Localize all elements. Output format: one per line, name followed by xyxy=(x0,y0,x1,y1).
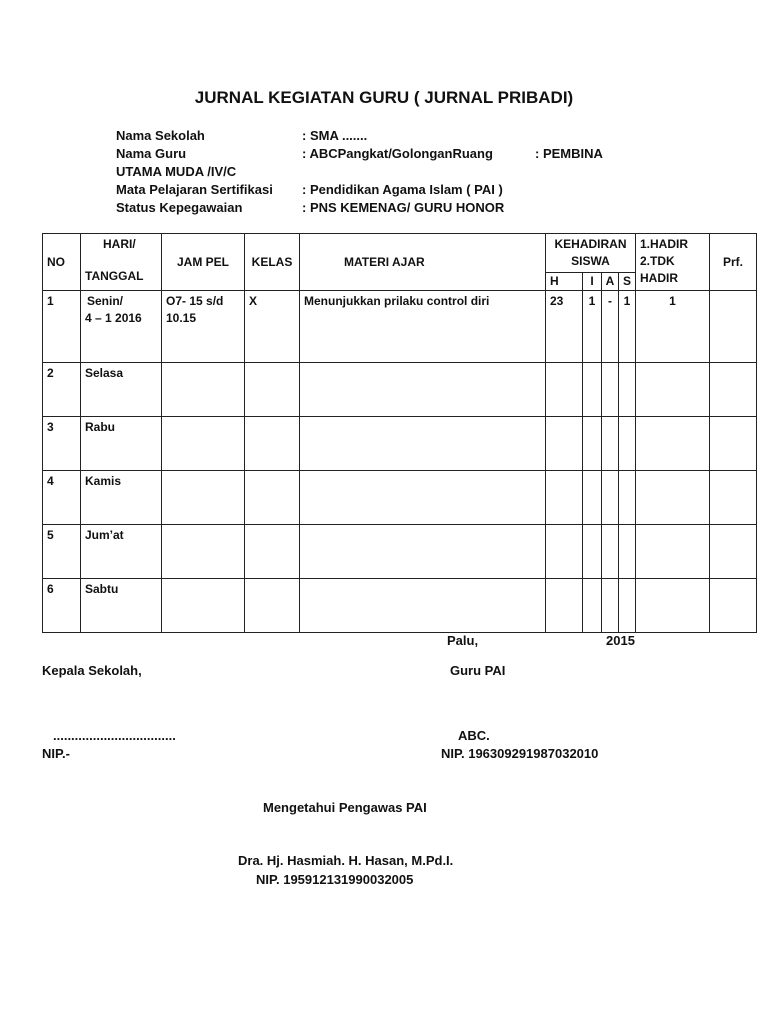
row-kelas xyxy=(245,471,300,525)
row-kelas xyxy=(245,363,300,417)
header-kehadiran xyxy=(546,234,636,273)
row-i: 1 xyxy=(583,291,602,363)
row-day: Rabu xyxy=(81,417,162,471)
row-jam xyxy=(162,579,245,633)
table-row xyxy=(43,363,757,417)
row-a: - xyxy=(602,291,619,363)
row-prf xyxy=(710,471,757,525)
row-s xyxy=(619,363,636,417)
header-kehadiran-line1: KEHADIRAN xyxy=(554,237,627,251)
status-value: : PNS KEMENAG/ GURU HONOR xyxy=(302,200,505,215)
teacher-title: Guru PAI xyxy=(450,663,506,678)
table-row xyxy=(43,471,757,525)
row-prf xyxy=(710,417,757,471)
supervisor-nip: NIP. 195912131990032005 xyxy=(256,872,414,887)
table-row xyxy=(43,291,757,363)
row-jam-line2: 10.15 xyxy=(166,311,197,325)
row-s xyxy=(619,417,636,471)
header-status-line3: HADIR xyxy=(640,271,678,285)
row-jam xyxy=(162,525,245,579)
row-a xyxy=(602,471,619,525)
row-status xyxy=(636,525,710,579)
row-h xyxy=(546,471,583,525)
school-label: Nama Sekolah xyxy=(116,128,205,143)
header-status-hadir xyxy=(636,234,710,291)
row-status xyxy=(636,417,710,471)
header-prf: Prf. xyxy=(710,234,757,291)
row-jam-line1: O7- 15 s/d xyxy=(166,294,224,308)
header-h: H xyxy=(546,273,583,291)
row-status xyxy=(636,471,710,525)
row-jam xyxy=(162,291,245,363)
row-prf xyxy=(710,525,757,579)
row-day: Selasa xyxy=(81,363,162,417)
teacher-value: : ABCPangkat/GolonganRuang xyxy=(302,146,493,161)
row-i xyxy=(583,525,602,579)
header-no: NO xyxy=(43,234,81,291)
row-a xyxy=(602,579,619,633)
header-hari-tanggal xyxy=(81,234,162,291)
row-s xyxy=(619,579,636,633)
row-status xyxy=(636,579,710,633)
table-row xyxy=(43,579,757,633)
row-h xyxy=(546,363,583,417)
row-status: 1 xyxy=(636,291,710,363)
journal-table xyxy=(42,233,757,633)
row-jam xyxy=(162,417,245,471)
row-kelas: X xyxy=(245,291,300,363)
principal-nip: NIP.- xyxy=(42,746,70,761)
row-h xyxy=(546,525,583,579)
year-label: 2015 xyxy=(606,633,635,648)
row-s xyxy=(619,471,636,525)
table-row xyxy=(43,525,757,579)
principal-signature-line: .................................. xyxy=(53,728,176,743)
row-h xyxy=(546,579,583,633)
row-a xyxy=(602,363,619,417)
row-materi: Menunjukkan prilaku control diri xyxy=(300,291,546,363)
row-no: 6 xyxy=(43,579,81,633)
row-materi xyxy=(300,579,546,633)
row-no: 3 xyxy=(43,417,81,471)
page-title: JURNAL KEGIATAN GURU ( JURNAL PRIBADI) xyxy=(194,88,574,107)
row-materi xyxy=(300,471,546,525)
supervisor-title: Mengetahui Pengawas PAI xyxy=(263,800,427,815)
row-s xyxy=(619,525,636,579)
row-day: Kamis xyxy=(81,471,162,525)
row-jam xyxy=(162,471,245,525)
row-a xyxy=(602,417,619,471)
row-materi xyxy=(300,417,546,471)
row-i xyxy=(583,471,602,525)
teacher-label: Nama Guru xyxy=(116,146,187,161)
teacher-name: ABC. xyxy=(458,728,490,743)
row-s: 1 xyxy=(619,291,636,363)
header-tanggal: TANGGAL xyxy=(85,269,144,283)
row-day-date xyxy=(81,291,162,363)
header-kehadiran-line2: SISWA xyxy=(571,254,610,268)
row-day: Jum’at xyxy=(81,525,162,579)
row-i xyxy=(583,579,602,633)
row-kelas xyxy=(245,525,300,579)
rank-value: : PEMBINA xyxy=(535,146,603,161)
row-a xyxy=(602,525,619,579)
row-jam xyxy=(162,363,245,417)
header-hari: HARI/ xyxy=(103,237,136,251)
row-prf xyxy=(710,363,757,417)
row-no: 5 xyxy=(43,525,81,579)
subject-label: Mata Pelajaran Sertifikasi xyxy=(116,182,273,197)
row-materi xyxy=(300,363,546,417)
rank-continuation: UTAMA MUDA /IV/C xyxy=(116,164,237,179)
header-i: I xyxy=(583,273,602,291)
header-status-line2: 2.TDK xyxy=(640,254,675,268)
row-date: 4 – 1 2016 xyxy=(85,311,142,325)
row-i xyxy=(583,417,602,471)
header-materi-ajar: MATERI AJAR xyxy=(300,234,546,291)
row-status xyxy=(636,363,710,417)
row-i xyxy=(583,363,602,417)
row-prf xyxy=(710,579,757,633)
table-header-row xyxy=(43,234,757,273)
header-status-line1: 1.HADIR xyxy=(640,237,689,251)
school-value: : SMA ....... xyxy=(302,128,368,143)
row-h: 23 xyxy=(546,291,583,363)
row-day: Senin/ xyxy=(87,294,124,308)
row-no: 4 xyxy=(43,471,81,525)
row-kelas xyxy=(245,579,300,633)
header-s: S xyxy=(619,273,636,291)
header-kelas: KELAS xyxy=(245,234,300,291)
row-prf xyxy=(710,291,757,363)
row-no: 2 xyxy=(43,363,81,417)
table-row xyxy=(43,417,757,471)
principal-title: Kepala Sekolah, xyxy=(42,663,142,678)
supervisor-name: Dra. Hj. Hasmiah. H. Hasan, M.Pd.I. xyxy=(238,853,454,868)
place-label: Palu, xyxy=(447,633,479,648)
teacher-nip: NIP. 196309291987032010 xyxy=(441,746,599,761)
row-h xyxy=(546,417,583,471)
row-day: Sabtu xyxy=(81,579,162,633)
row-kelas xyxy=(245,417,300,471)
header-jam-pel: JAM PEL xyxy=(162,234,245,291)
subject-value: : Pendidikan Agama Islam ( PAI ) xyxy=(302,182,503,197)
status-label: Status Kepegawaian xyxy=(116,200,243,215)
header-a: A xyxy=(602,273,619,291)
row-materi xyxy=(300,525,546,579)
row-no: 1 xyxy=(43,291,81,363)
